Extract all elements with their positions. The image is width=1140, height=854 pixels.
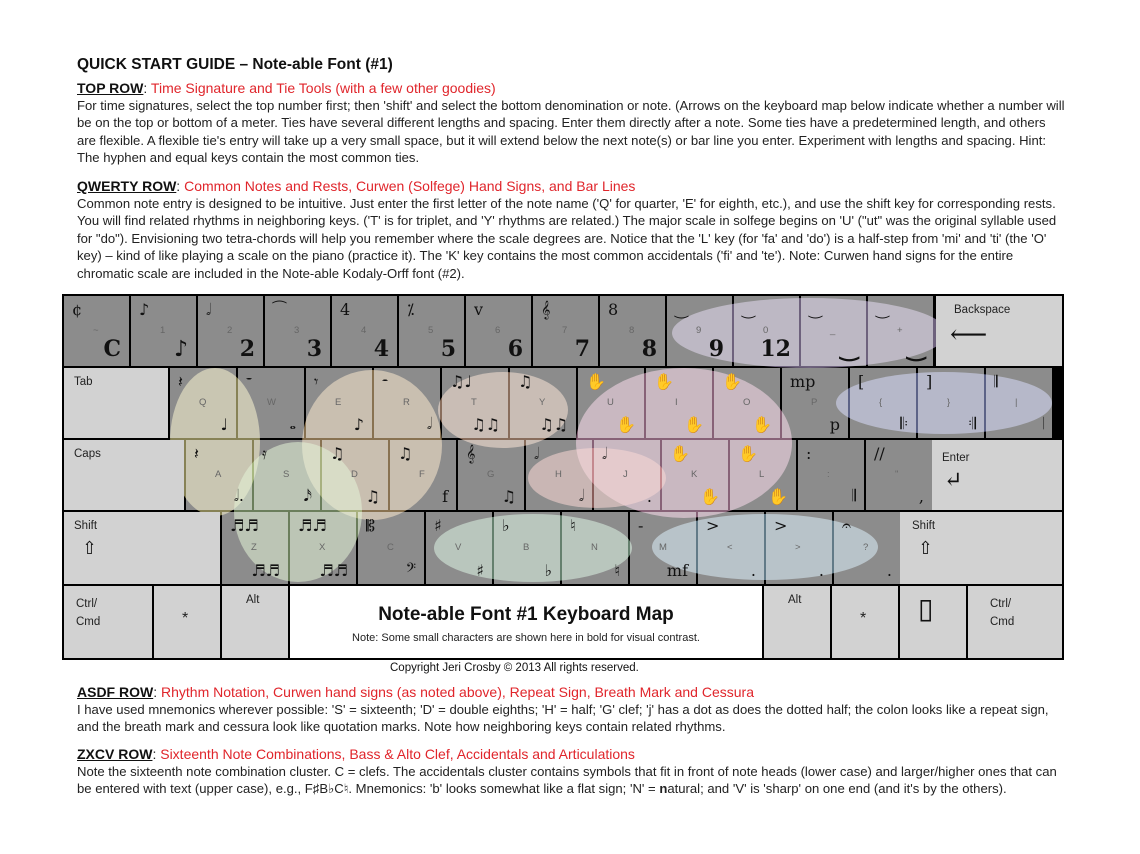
key-zxcv-1[interactable] xyxy=(290,512,356,584)
key-glyph-bottom: 𝄢 xyxy=(405,560,416,579)
key-top-0[interactable] xyxy=(64,296,129,366)
key-letter: " xyxy=(895,469,899,480)
key-letter: 7 xyxy=(562,325,568,336)
key-zxcv-7[interactable] xyxy=(698,512,764,584)
key-asdf-2[interactable] xyxy=(322,440,388,510)
section-label: TOP ROW xyxy=(77,80,144,96)
section-zxcv-row: ZXCV ROW: Sixteenth Note Combinations, Bass & Alto Clef, Accidentals and Articulations Note the sixteenth note combination cluster. C = clefs. The accidentals cluster contains symbols that fit in front of note heads (lower case) and larger/higher ones that can be entered with text (upper case), e.g., F♯B♭C♮. Mnemonics: 'b' looks somewhat like a flat sign; 'N' = natural; and 'V' is 'sharp' on one end (and it's by the others). xyxy=(77,745,1067,798)
key-top-12[interactable] xyxy=(868,296,933,366)
section-asdf-row: ASDF ROW: Rhythm Notation, Curwen hand signs (as noted above), Repeat Sign, Breath Mark and Cessura I have used mnemonics wherever possible: 'S' = sixteenth; 'D' = double eighths; 'H' = half; 'G' clef; 'j' has a dot as does the dotted half; the colon looks like a repeat sign, and the breath mark and cessura look like quotation marks. Note how neighboring keys contain related rhythms. xyxy=(77,683,1067,736)
key-zxcv-0[interactable] xyxy=(222,512,288,584)
key-zxcv-8[interactable] xyxy=(766,512,832,584)
key-glyph-top: 𝅗𝅥 xyxy=(602,444,608,463)
key-letter: L xyxy=(759,469,765,480)
key-glyph-top: 8 xyxy=(608,300,619,319)
key-top-9[interactable] xyxy=(667,296,732,366)
backspace-arrow-icon: ⟵ xyxy=(950,320,988,350)
key-letter: 3 xyxy=(294,325,300,336)
key-letter: 1 xyxy=(160,325,166,336)
key-asdf-6[interactable] xyxy=(594,440,660,510)
key-glyph-bottom: 8 xyxy=(641,336,657,362)
key-top-11[interactable] xyxy=(801,296,866,366)
star-right-label: * xyxy=(860,610,867,627)
key-zxcv-5[interactable] xyxy=(562,512,628,584)
key-glyph-bottom: mf xyxy=(666,561,688,580)
tab-label: Tab xyxy=(74,376,93,388)
key-qwerty-2[interactable] xyxy=(306,368,372,438)
key-top-3[interactable] xyxy=(265,296,330,366)
key-glyph-top: ] xyxy=(926,372,933,391)
ctrl-label-line1: Ctrl/ xyxy=(76,598,98,610)
key-glyph-bottom: ♫♫ xyxy=(539,415,568,434)
key-qwerty-4[interactable] xyxy=(442,368,508,438)
key-letter: 4 xyxy=(361,325,367,336)
key-letter: B xyxy=(523,542,530,553)
key-glyph-top: ⁀ xyxy=(273,300,286,319)
key-letter: 9 xyxy=(696,325,702,336)
key-glyph-bottom: ♫ xyxy=(501,487,516,506)
key-asdf-4[interactable] xyxy=(458,440,524,510)
key-qwerty-0[interactable] xyxy=(170,368,236,438)
key-zxcv-6[interactable] xyxy=(630,512,696,584)
key-letter: E xyxy=(335,397,342,408)
key-glyph-top: 𝅗𝅥 xyxy=(534,444,540,463)
key-zxcv-9[interactable] xyxy=(834,512,900,584)
key-glyph-top: 𝄾 xyxy=(314,372,319,391)
key-letter: R xyxy=(403,397,410,408)
key-glyph-top: 𝄡 xyxy=(366,516,375,535)
star-label: * xyxy=(182,610,189,627)
alt-right-key[interactable] xyxy=(764,586,830,658)
key-letter: K xyxy=(691,469,698,480)
key-letter: 8 xyxy=(629,325,635,336)
enter-arrow-icon: ↵ xyxy=(944,468,963,493)
key-glyph-bottom: . xyxy=(750,561,756,580)
shift-right-label: Shift xyxy=(912,520,936,532)
key-glyph-bottom: ♯ xyxy=(476,561,484,580)
key-letter: A xyxy=(215,469,222,480)
key-asdf-0[interactable] xyxy=(186,440,252,510)
key-letter: : xyxy=(827,469,830,480)
key-top-4[interactable] xyxy=(332,296,397,366)
key-glyph-top: ⁒ xyxy=(407,300,415,319)
key-glyph-bottom: C xyxy=(103,336,121,362)
key-glyph-bottom: ♬♬ xyxy=(251,561,280,580)
enter-label: Enter xyxy=(942,452,970,464)
body-part-2: atural; and 'V' is 'sharp' on one end (and it's by the others). xyxy=(667,781,1007,797)
key-letter: 5 xyxy=(428,325,434,336)
section-subtitle: Time Signature and Tie Tools (with a few other goodies) xyxy=(150,80,496,96)
key-glyph-top: - xyxy=(638,516,644,535)
key-top-10[interactable] xyxy=(734,296,799,366)
key-letter: N xyxy=(591,542,598,553)
key-glyph-top: ‿ xyxy=(876,300,889,319)
section-body: For time signatures, select the top number first; then 'shift' and select the bottom denomination or note. (Arrows on the keyboard map below indicate whether a number will be on the top or bottom of a meter. Ties have several different lengths and spacing. Enter them directly after a note. Some ties have a predetermined length, and others are flexible. A flexible tie's entry will take up a very small space, but it will extend below the next note(s) or bar line you enter. Experiment with lengths and spacing. Hint: The hyphen and equal keys contain the most common ties. xyxy=(77,98,1065,166)
key-glyph-top: ‿ xyxy=(809,300,822,319)
key-glyph-bottom: . xyxy=(818,561,824,580)
key-letter: I xyxy=(675,397,678,408)
key-letter: G xyxy=(487,469,495,480)
key-glyph-bottom: 𝅘𝅥𝅯 xyxy=(303,486,312,505)
key-glyph-top: ♬♬ xyxy=(230,516,259,535)
key-glyph-bottom: 𝅗𝅥. xyxy=(233,486,244,505)
key-top-7[interactable] xyxy=(533,296,598,366)
caps-label: Caps xyxy=(74,448,101,460)
key-glyph-top: ¢ xyxy=(72,300,83,319)
ctrl-label-line2: Cmd xyxy=(76,616,101,628)
key-glyph-bottom: . xyxy=(646,487,652,506)
key-glyph-top: 𝄞 xyxy=(466,444,476,463)
backspace-label: Backspace xyxy=(954,304,1011,316)
key-top-8[interactable] xyxy=(600,296,665,366)
key-glyph-bottom: ✋ xyxy=(684,415,704,434)
section-subtitle: Rhythm Notation, Curwen hand signs (as noted above), Repeat Sign, Breath Mark and Cessura xyxy=(161,684,754,700)
key-letter: ? xyxy=(863,542,869,553)
section-body: I have used mnemonics wherever possible: 'S' = sixteenth; 'D' = double eighths; 'H' = half; 'G' clef; 'j' has a dot as does the dotted half; the colon looks like a repeat sign, and the breath mark and cessura look like quotation marks. Note how neighboring keys contain related rhythms. xyxy=(77,702,1049,735)
key-letter: T xyxy=(471,397,477,408)
key-qwerty-5[interactable] xyxy=(510,368,576,438)
key-glyph-top: [ xyxy=(858,372,865,391)
key-qwerty-3[interactable] xyxy=(374,368,440,438)
shift-arrow-icon: ⇧ xyxy=(82,538,98,559)
section-body: Common note entry is designed to be intuitive. Just enter the first letter of the note name ('Q' for quarter, 'E' for eighth, etc.), and use the shift key for corresponding rests. You will find related rhythms in neighboring keys. ('T' is for triplet, and 'Y' rhythms are related.) The major scale in solfege begins on 'U' ("ut" was the original syllable used for "do"). Envisioning two tetra-chords will help you remember where the scale degrees are. Notice that the 'L' key (for 'fa' and 'do') is a half-step from 'mi' and 'ti' (the 'O' key) – kind of like playing a scale on the piano (practice it). The 'K' key contains the most common accidentals ('fi' and 'te'). Note: Curwen hand signs for the entire chromatic scale are included in the Note-able Kodaly-Orff font (#2). xyxy=(77,196,1057,281)
keyboard-map-note: Note: Some small characters are shown here in bold for visual contrast. xyxy=(352,632,700,644)
key-zxcv-2[interactable] xyxy=(358,512,424,584)
keyboard-map-title: Note-able Font #1 Keyboard Map xyxy=(378,604,674,625)
key-letter: } xyxy=(947,397,951,408)
enter-key[interactable] xyxy=(932,440,1062,510)
key-glyph-top: mp xyxy=(790,372,816,391)
key-qwerty-10[interactable] xyxy=(850,368,916,438)
key-glyph-top: ♭ xyxy=(502,516,510,535)
key-glyph-top: 𝄽 xyxy=(194,444,199,463)
key-glyph-bottom: 4 xyxy=(373,336,389,362)
key-glyph-bottom: ✋ xyxy=(700,487,720,506)
key-glyph-top: ♫♩ xyxy=(450,372,472,391)
key-glyph-bottom: 2 xyxy=(239,336,255,362)
page-title: QUICK START GUIDE – Note-able Font (#1) xyxy=(77,56,393,73)
key-asdf-7[interactable] xyxy=(662,440,728,510)
key-letter: 6 xyxy=(495,325,501,336)
key-glyph-bottom: ‿ xyxy=(907,336,925,362)
tab-key[interactable] xyxy=(64,368,168,438)
key-letter: P xyxy=(811,397,818,408)
key-letter: Z xyxy=(251,542,257,553)
key-letter: O xyxy=(743,397,751,408)
key-glyph-top: 𝄻 xyxy=(246,372,253,391)
menu-key[interactable] xyxy=(900,586,966,658)
key-letter: J xyxy=(623,469,628,480)
key-top-5[interactable] xyxy=(399,296,464,366)
key-glyph-bottom: ♪ xyxy=(173,336,188,362)
key-glyph-bottom: ♭ xyxy=(544,561,552,580)
key-glyph-bottom: ♩ xyxy=(220,415,228,434)
keyboard-map xyxy=(62,294,1064,660)
key-glyph-bottom: ♫♫ xyxy=(471,415,500,434)
key-glyph-bottom: ✋ xyxy=(752,415,772,434)
key-glyph-top: ✋ xyxy=(722,372,742,391)
key-letter: | xyxy=(1015,397,1018,408)
key-asdf-1[interactable] xyxy=(254,440,320,510)
key-qwerty-6[interactable] xyxy=(578,368,644,438)
key-letter: 2 xyxy=(227,325,233,336)
key-glyph-bottom: 5 xyxy=(440,336,456,362)
key-letter: V xyxy=(455,542,462,553)
key-letter: W xyxy=(267,397,276,408)
alt-right-label: Alt xyxy=(788,594,802,606)
alt-label: Alt xyxy=(246,594,260,606)
key-glyph-bottom: 𝅗𝅥 xyxy=(578,486,584,505)
shift-left-key[interactable] xyxy=(64,512,220,584)
key-asdf-3[interactable] xyxy=(390,440,456,510)
key-asdf-8[interactable] xyxy=(730,440,796,510)
key-asdf-9[interactable] xyxy=(798,440,864,510)
key-glyph-top: > xyxy=(706,516,720,535)
key-asdf-5[interactable] xyxy=(526,440,592,510)
key-qwerty-9[interactable] xyxy=(782,368,848,438)
key-glyph-top: ♫ xyxy=(398,444,413,463)
key-qwerty-12[interactable] xyxy=(986,368,1052,438)
key-glyph-top: ‿ xyxy=(675,300,688,319)
section-label: QWERTY ROW xyxy=(77,178,177,194)
key-glyph-bottom: ♪ xyxy=(353,415,364,434)
key-glyph-bottom: . xyxy=(886,561,892,580)
key-glyph-bottom: 𝅝 xyxy=(289,414,296,433)
key-letter: X xyxy=(319,542,326,553)
key-glyph-bottom: ✋ xyxy=(616,415,636,434)
key-qwerty-8[interactable] xyxy=(714,368,780,438)
key-glyph-bottom: ✋ xyxy=(768,487,788,506)
key-glyph-top: 𝄼 xyxy=(382,372,389,391)
key-top-1[interactable] xyxy=(131,296,196,366)
key-glyph-bottom: ♮ xyxy=(614,561,620,580)
copyright: Copyright Jeri Crosby © 2013 All rights reserved. xyxy=(390,662,639,674)
key-qwerty-1[interactable] xyxy=(238,368,304,438)
caps-key[interactable] xyxy=(64,440,184,510)
key-glyph-top: ♫ xyxy=(330,444,345,463)
key-glyph-bottom: ♫ xyxy=(365,487,380,506)
key-letter: M xyxy=(659,542,667,553)
key-glyph-bottom: 𝄂 xyxy=(852,486,856,505)
key-glyph-top: v xyxy=(474,300,484,319)
key-glyph-top: > xyxy=(774,516,788,535)
shift-right-arrow-icon: ⇧ xyxy=(918,538,934,559)
key-qwerty-11[interactable] xyxy=(918,368,984,438)
section-qwerty-row: QWERTY ROW: Common Notes and Rests, Curwen (Solfege) Hand Signs, and Bar Lines Common note entry is designed to be intuitive. Just enter the first letter of the note name ('Q' for quarter, 'E' for eighth, etc.), and use the shift key for corresponding rests. You will find related rhythms in neighboring keys. ('T' is for triplet, and 'Y' rhythms are related.) The major scale in solfege begins on 'U' ("ut" was the original syllable used for "do"). Envisioning two tetra-chords will help you remember where the scale degrees are. Notice that the 'L' key (for 'fa' and 'do') is a half-step from 'mi' and 'ti' (the 'O' key) – kind of like playing a scale on the piano (practice it). The 'K' key contains the most common accidentals ('fi' and 'te'). Note: Curwen hand signs for the entire chromatic scale are included in the Note-able Kodaly-Orff font (#2). xyxy=(77,177,1067,282)
key-glyph-bottom: 𝅗𝅥 xyxy=(426,414,432,433)
key-glyph-top: ‿ xyxy=(742,300,755,319)
ctrl-right-line2: Cmd xyxy=(990,616,1015,628)
key-letter: S xyxy=(283,469,290,480)
key-glyph-bottom: p xyxy=(829,415,840,434)
key-glyph-top: ✋ xyxy=(738,444,758,463)
key-letter: Q xyxy=(199,397,207,408)
key-glyph-bottom: 6 xyxy=(507,336,523,362)
key-qwerty-7[interactable] xyxy=(646,368,712,438)
key-letter: H xyxy=(555,469,562,480)
alt-left-key[interactable] xyxy=(222,586,288,658)
backspace-key[interactable] xyxy=(936,296,1062,366)
key-letter: D xyxy=(351,469,358,480)
key-letter: { xyxy=(879,397,883,408)
star-right-key[interactable] xyxy=(832,586,898,658)
ctrl-left-key[interactable] xyxy=(64,586,152,658)
key-glyph-top: 𝅗𝅥 xyxy=(206,300,212,319)
key-glyph-bottom: 3 xyxy=(306,336,322,362)
key-glyph-top: ♬♬ xyxy=(298,516,327,535)
shift-right-key[interactable] xyxy=(900,512,1062,584)
key-glyph-bottom: 𝄇 xyxy=(968,414,976,433)
key-letter: + xyxy=(897,325,903,336)
key-glyph-top: // xyxy=(874,444,885,463)
key-glyph-top: ✋ xyxy=(670,444,690,463)
key-glyph-top: 𝄂 xyxy=(994,372,998,391)
section-label: ZXCV ROW xyxy=(77,746,153,762)
key-letter: 0 xyxy=(763,325,769,336)
key-glyph-bottom: , xyxy=(918,487,924,506)
key-letter: C xyxy=(387,542,394,553)
key-glyph-bottom: 9 xyxy=(708,336,724,362)
key-glyph-bottom: f xyxy=(442,487,448,506)
key-glyph-top: 4 xyxy=(340,300,351,319)
key-letter: _ xyxy=(830,325,836,336)
phone-icon: ▯ xyxy=(918,592,934,625)
key-glyph-top: 𝄐 xyxy=(842,516,851,535)
key-glyph-top: ♯ xyxy=(434,516,442,535)
key-letter: F xyxy=(419,469,425,480)
key-glyph-top: ♮ xyxy=(570,516,576,535)
key-glyph-top: 𝄿 xyxy=(262,444,267,463)
key-letter: < xyxy=(727,542,733,553)
key-glyph-bottom: 𝄆 xyxy=(900,414,908,433)
key-glyph-top: ✋ xyxy=(586,372,606,391)
key-top-6[interactable] xyxy=(466,296,531,366)
key-glyph-bottom: 7 xyxy=(574,336,590,362)
key-top-2[interactable] xyxy=(198,296,263,366)
key-letter: Y xyxy=(539,397,546,408)
key-zxcv-4[interactable] xyxy=(494,512,560,584)
key-glyph-top: : xyxy=(806,444,812,463)
key-asdf-10[interactable] xyxy=(866,440,932,510)
key-glyph-bottom: ♬♬ xyxy=(319,561,348,580)
section-subtitle: Sixteenth Note Combinations, Bass & Alto Clef, Accidentals and Articulations xyxy=(160,746,635,762)
ctrl-right-line1: Ctrl/ xyxy=(990,598,1012,610)
section-subtitle: Common Notes and Rests, Curwen (Solfege) Hand Signs, and Bar Lines xyxy=(184,178,636,194)
body-part-1: Note the sixteenth note combination cluster. C = clefs. The accidentals cluster contains symbols that fit in front of note heads (lower case) and larger/higher ones that can be entered with text (upper case), e.g., F♯B♭C♮. Mnemonics: 'b' looks somewhat like a flat sign; 'N' = xyxy=(77,764,1057,797)
key-letter: ~ xyxy=(93,325,99,336)
key-glyph-top: ✋ xyxy=(654,372,674,391)
key-letter: > xyxy=(795,542,801,553)
shift-label: Shift xyxy=(74,520,98,532)
section-label: ASDF ROW xyxy=(77,684,154,700)
key-glyph-top: 𝄽 xyxy=(178,372,183,391)
ctrl-right-key[interactable] xyxy=(968,586,1062,658)
key-glyph-top: 𝄞 xyxy=(541,300,551,319)
key-zxcv-3[interactable] xyxy=(426,512,492,584)
body-bold: n xyxy=(659,781,668,797)
space-key[interactable] xyxy=(290,586,762,658)
key-glyph-top: ♫ xyxy=(518,372,533,391)
star-left-key[interactable] xyxy=(154,586,220,658)
key-letter: U xyxy=(607,397,614,408)
section-body xyxy=(77,763,1067,798)
key-glyph-bottom: ‿ xyxy=(840,336,858,362)
key-glyph-top: ♪ xyxy=(139,300,150,319)
key-glyph-bottom: 12 xyxy=(760,336,791,362)
section-top-row: TOP ROW: Time Signature and Tie Tools (with a few other goodies) For time signatures, select the top number first; then 'shift' and select the bottom denomination or note. (Arrows on the keyboard map below indicate whether a number will be on the top or bottom of a meter. Ties have several different lengths and spacing. Enter them directly after a note. Some ties have a predetermined length, and others are flexible. A flexible tie's entry will take up a very small space, but it will extend below the next note(s) or bar line you enter. Experiment with lengths and spacing. Hint: The hyphen and equal keys contain the most common ties. xyxy=(77,79,1067,167)
key-glyph-bottom: 𝄀 xyxy=(1043,414,1044,433)
